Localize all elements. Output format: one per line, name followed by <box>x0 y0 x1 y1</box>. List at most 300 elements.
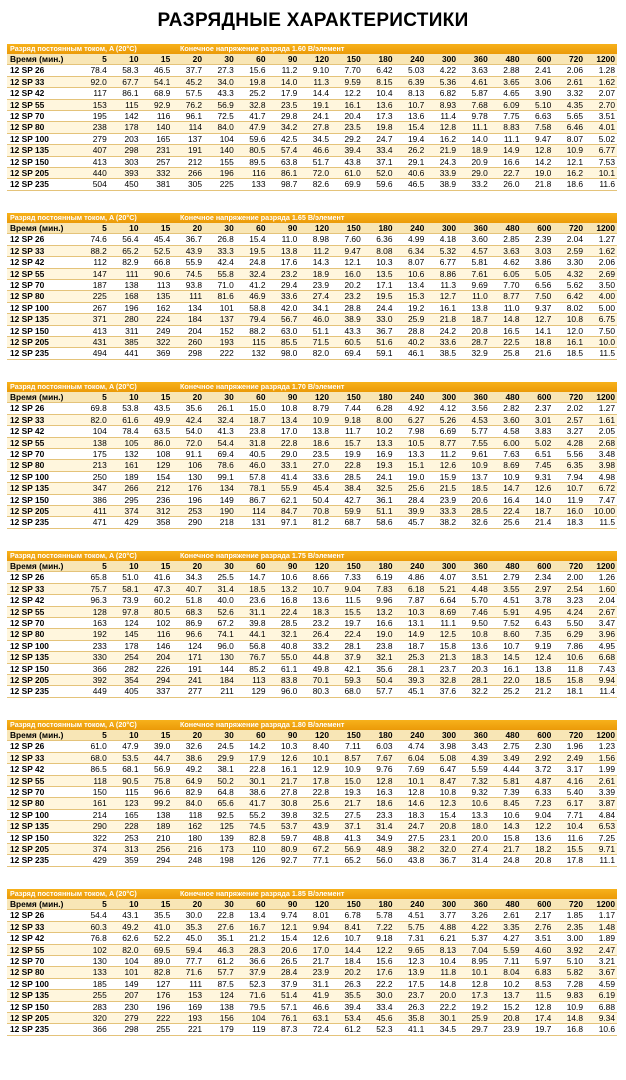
current-value: 22.8 <box>268 437 300 448</box>
current-value: 6.42 <box>363 65 395 76</box>
time-column-header: 240 <box>395 54 427 65</box>
current-value: 6.04 <box>395 752 427 763</box>
current-value: 3.65 <box>490 76 522 87</box>
current-value: 3.00 <box>553 933 585 944</box>
current-value: 18.3 <box>299 606 331 617</box>
model-label: 12 SP 150 <box>7 325 77 336</box>
current-value: 111 <box>172 291 204 302</box>
current-value: 75.8 <box>141 775 173 786</box>
current-value: 43.9 <box>172 245 204 256</box>
model-label: 12 SP 70 <box>7 787 77 798</box>
discharge-block <box>7 44 617 191</box>
current-value: 165 <box>109 809 141 820</box>
current-value: 11.6 <box>585 179 617 190</box>
current-value: 24.1 <box>299 111 331 122</box>
time-column-header: 120 <box>299 223 331 234</box>
current-value: 89.0 <box>141 956 173 967</box>
table-row <box>7 460 617 471</box>
current-value: 45.7 <box>395 517 427 528</box>
current-value: 3.48 <box>585 449 617 460</box>
current-value: 11.2 <box>299 245 331 256</box>
time-column-header: 20 <box>172 392 204 403</box>
current-value: 162 <box>172 821 204 832</box>
current-value: 253 <box>172 506 204 517</box>
current-value: 10.0 <box>585 337 617 348</box>
table-row <box>7 168 617 179</box>
current-value: 4.24 <box>553 606 585 617</box>
time-column-header: 600 <box>522 392 554 403</box>
current-value: 81.6 <box>204 291 236 302</box>
current-value: 11.0 <box>268 234 300 245</box>
current-value: 21.7 <box>268 775 300 786</box>
current-value: 111 <box>109 268 141 279</box>
current-value: 24.5 <box>204 741 236 752</box>
current-value: 8.95 <box>458 956 490 967</box>
current-value: 290 <box>77 821 109 832</box>
current-value: 15.4 <box>426 809 458 820</box>
current-value: 8.60 <box>490 629 522 640</box>
current-value: 3.96 <box>585 629 617 640</box>
table-row <box>7 606 617 617</box>
time-column-header: 1200 <box>585 730 617 741</box>
block-header <box>7 213 617 223</box>
current-value: 222 <box>204 348 236 359</box>
current-value: 12.3 <box>426 798 458 809</box>
current-value: 17.9 <box>268 88 300 99</box>
time-column-header: 60 <box>236 899 268 910</box>
current-value: 224 <box>141 314 173 325</box>
current-value: 4.22 <box>458 921 490 932</box>
current-value: 180 <box>172 832 204 843</box>
current-value: 19.8 <box>236 76 268 87</box>
current-value: 58.3 <box>109 65 141 76</box>
current-value: 40.8 <box>268 640 300 651</box>
current-value: 20.8 <box>426 821 458 832</box>
current-value: 82.9 <box>172 787 204 798</box>
current-value: 61.2 <box>204 956 236 967</box>
model-label: 12 SP 135 <box>7 483 77 494</box>
current-value: 18.7 <box>458 314 490 325</box>
current-value: 57.5 <box>172 88 204 99</box>
current-value: 32.1 <box>363 652 395 663</box>
table-row <box>7 832 617 843</box>
current-value: 119 <box>236 1024 268 1035</box>
current-value: 16.0 <box>553 506 585 517</box>
current-value: 56.4 <box>109 234 141 245</box>
current-value: 16.3 <box>363 787 395 798</box>
header-voltage-label: Конечное напряжение разряда 1.70 В/элемент <box>180 382 345 391</box>
current-value: 102 <box>141 618 173 629</box>
table-row <box>7 494 617 505</box>
current-value: 12.2 <box>522 821 554 832</box>
current-value: 449 <box>77 686 109 697</box>
current-value: 3.35 <box>490 921 522 932</box>
model-label: 12 SP 205 <box>7 675 77 686</box>
current-value: 72.0 <box>299 168 331 179</box>
current-value: 51.0 <box>109 572 141 583</box>
current-value: 3.26 <box>458 910 490 921</box>
current-value: 25.6 <box>395 483 427 494</box>
current-value: 104 <box>236 1013 268 1024</box>
current-value: 25.6 <box>299 798 331 809</box>
current-value: 11.9 <box>553 494 585 505</box>
table-row <box>7 798 617 809</box>
current-value: 322 <box>141 337 173 348</box>
current-value: 4.00 <box>585 291 617 302</box>
current-value: 112 <box>77 257 109 268</box>
current-value: 28.4 <box>268 967 300 978</box>
table-row <box>7 595 617 606</box>
current-value: 72.0 <box>172 437 204 448</box>
current-value: 12.7 <box>522 314 554 325</box>
current-value: 28.8 <box>395 325 427 336</box>
current-value: 43.9 <box>299 821 331 832</box>
current-value: 14.3 <box>490 821 522 832</box>
current-value: 78.4 <box>109 426 141 437</box>
current-value: 11.2 <box>268 65 300 76</box>
current-value: 14.1 <box>522 325 554 336</box>
model-label: 12 SP 205 <box>7 506 77 517</box>
current-value: 45.1 <box>395 686 427 697</box>
current-value: 10.6 <box>268 572 300 583</box>
current-value: 27.4 <box>299 291 331 302</box>
current-value: 25.2 <box>236 88 268 99</box>
current-value: 5.70 <box>458 595 490 606</box>
current-value: 50.2 <box>204 775 236 786</box>
current-value: 10.7 <box>331 933 363 944</box>
current-value: 46.6 <box>299 1001 331 1012</box>
current-value: 233 <box>77 640 109 651</box>
model-label: 12 SP 135 <box>7 314 77 325</box>
current-value: 4.92 <box>395 403 427 414</box>
current-value: 2.00 <box>553 572 585 583</box>
current-value: 26.0 <box>490 179 522 190</box>
current-value: 43.5 <box>141 403 173 414</box>
current-value: 371 <box>77 314 109 325</box>
current-value: 74.5 <box>172 268 204 279</box>
current-value: 130 <box>172 471 204 482</box>
current-value: 25.2 <box>490 686 522 697</box>
current-value: 212 <box>141 483 173 494</box>
table-row <box>7 471 617 482</box>
current-value: 82.8 <box>236 832 268 843</box>
current-value: 114 <box>236 506 268 517</box>
time-column-header: 30 <box>204 730 236 741</box>
current-value: 19.7 <box>522 1024 554 1035</box>
table-row <box>7 910 617 921</box>
current-value: 5.75 <box>395 921 427 932</box>
current-value: 124 <box>172 640 204 651</box>
current-value: 14.6 <box>395 798 427 809</box>
current-value: 2.17 <box>522 910 554 921</box>
current-value: 20.6 <box>458 494 490 505</box>
time-column-header: 10 <box>109 899 141 910</box>
current-value: 10.3 <box>363 257 395 268</box>
current-value: 280 <box>109 314 141 325</box>
current-value: 207 <box>109 990 141 1001</box>
current-value: 137 <box>204 314 236 325</box>
current-value: 51.1 <box>363 506 395 517</box>
current-value: 8.79 <box>299 403 331 414</box>
current-value: 32.6 <box>172 741 204 752</box>
current-value: 47.9 <box>236 122 268 133</box>
current-value: 1.85 <box>553 910 585 921</box>
current-value: 76.8 <box>77 933 109 944</box>
table-row <box>7 280 617 291</box>
current-value: 138 <box>109 280 141 291</box>
current-value: 4.62 <box>490 257 522 268</box>
current-value: 19.2 <box>458 1001 490 1012</box>
model-label: 12 SP 150 <box>7 663 77 674</box>
model-label: 12 SP 80 <box>7 967 77 978</box>
current-value: 298 <box>109 145 141 156</box>
discharge-block <box>7 551 617 698</box>
model-label: 12 SP 26 <box>7 741 77 752</box>
time-column-header: 15 <box>141 54 173 65</box>
current-value: 19.1 <box>299 99 331 110</box>
current-value: 39.4 <box>331 1001 363 1012</box>
current-value: 2.04 <box>585 595 617 606</box>
time-column-header: 360 <box>458 54 490 65</box>
current-value: 55.8 <box>204 268 236 279</box>
time-column-header: 240 <box>395 223 427 234</box>
current-value: 10.9 <box>458 460 490 471</box>
time-column-header: 180 <box>363 54 395 65</box>
current-value: 30.1 <box>426 1013 458 1024</box>
current-value: 84.0 <box>172 798 204 809</box>
current-value: 137 <box>172 133 204 144</box>
current-value: 9.04 <box>331 583 363 594</box>
current-value: 5.65 <box>553 111 585 122</box>
current-value: 313 <box>109 844 141 855</box>
current-value: 16.2 <box>426 133 458 144</box>
current-value: 7.43 <box>585 663 617 674</box>
current-value: 2.02 <box>553 403 585 414</box>
time-header-row <box>7 54 617 65</box>
current-value: 80.3 <box>299 686 331 697</box>
current-value: 28.7 <box>458 337 490 348</box>
current-value: 68.0 <box>77 752 109 763</box>
time-column-header: 360 <box>458 899 490 910</box>
current-value: 27.5 <box>331 809 363 820</box>
current-value: 9.78 <box>458 111 490 122</box>
current-value: 133 <box>236 179 268 190</box>
header-voltage-label: Конечное напряжение разряда 1.60 В/элемент <box>180 44 345 53</box>
current-value: 225 <box>77 291 109 302</box>
current-value: 11.3 <box>426 280 458 291</box>
time-column-header: 720 <box>553 223 585 234</box>
current-value: 216 <box>172 844 204 855</box>
current-value: 86.1 <box>109 88 141 99</box>
current-value: 15.7 <box>331 437 363 448</box>
current-value: 2.57 <box>553 414 585 425</box>
current-value: 125 <box>204 821 236 832</box>
current-value: 2.41 <box>522 65 554 76</box>
current-value: 9.74 <box>268 910 300 921</box>
model-label: 12 SP 33 <box>7 752 77 763</box>
current-value: 67.2 <box>204 618 236 629</box>
current-value: 32.6 <box>458 517 490 528</box>
current-value: 4.60 <box>522 944 554 955</box>
current-value: 21.9 <box>426 145 458 156</box>
current-value: 471 <box>77 517 109 528</box>
discharge-table <box>7 899 617 1036</box>
current-value: 18.5 <box>553 348 585 359</box>
current-value: 5.05 <box>522 268 554 279</box>
current-value: 33.6 <box>268 291 300 302</box>
table-row <box>7 257 617 268</box>
time-column-header: 720 <box>553 392 585 403</box>
current-value: 74.1 <box>204 629 236 640</box>
current-value: 46.0 <box>236 460 268 471</box>
current-value: 131 <box>236 517 268 528</box>
current-value: 22.8 <box>204 910 236 921</box>
current-value: 441 <box>109 348 141 359</box>
current-value: 28.1 <box>458 675 490 686</box>
current-value: 71.6 <box>236 990 268 1001</box>
current-value: 6.68 <box>585 652 617 663</box>
time-column-header: 15 <box>141 730 173 741</box>
current-value: 6.83 <box>522 967 554 978</box>
current-value: 5.03 <box>395 65 427 76</box>
current-value: 36.1 <box>363 494 395 505</box>
current-value: 13.4 <box>236 910 268 921</box>
current-value: 5.10 <box>522 99 554 110</box>
model-label: 12 SP 80 <box>7 291 77 302</box>
current-value: 30.8 <box>268 798 300 809</box>
time-column-header: 5 <box>77 561 109 572</box>
current-value: 12.2 <box>363 944 395 955</box>
current-value: 4.01 <box>585 122 617 133</box>
block-header <box>7 44 617 54</box>
current-value: 21.2 <box>522 686 554 697</box>
current-value: 218 <box>204 517 236 528</box>
current-value: 179 <box>204 1024 236 1035</box>
current-value: 231 <box>141 145 173 156</box>
current-value: 65.2 <box>331 855 363 866</box>
current-value: 16.8 <box>553 1024 585 1035</box>
current-value: 19.0 <box>522 168 554 179</box>
current-value: 33.2 <box>299 640 331 651</box>
current-value: 8.13 <box>395 88 427 99</box>
current-value: 7.67 <box>363 752 395 763</box>
current-value: 320 <box>77 1013 109 1024</box>
current-value: 18.9 <box>458 145 490 156</box>
time-column-header: 5 <box>77 392 109 403</box>
current-value: 5.91 <box>490 606 522 617</box>
current-value: 20.0 <box>426 990 458 1001</box>
time-column-header: 10 <box>109 730 141 741</box>
current-value: 52.5 <box>141 245 173 256</box>
current-value: 19.4 <box>395 133 427 144</box>
model-label: 12 SP 235 <box>7 686 77 697</box>
current-value: 2.61 <box>553 76 585 87</box>
current-value: 43.3 <box>204 88 236 99</box>
current-value: 46.3 <box>204 944 236 955</box>
current-value: 204 <box>141 652 173 663</box>
current-value: 7.60 <box>331 234 363 245</box>
current-value: 5.10 <box>553 956 585 967</box>
current-value: 161 <box>77 798 109 809</box>
current-value: 72.4 <box>299 1024 331 1035</box>
time-column-header: 480 <box>490 392 522 403</box>
current-value: 33.4 <box>363 1001 395 1012</box>
current-value: 18.7 <box>236 414 268 425</box>
current-value: 76.7 <box>236 652 268 663</box>
current-value: 204 <box>172 325 204 336</box>
current-value: 191 <box>172 145 204 156</box>
current-value: 25.3 <box>395 652 427 663</box>
current-value: 15.0 <box>331 775 363 786</box>
current-value: 39.0 <box>141 741 173 752</box>
time-column-header: 300 <box>426 223 458 234</box>
current-value: 93.8 <box>172 280 204 291</box>
current-value: 13.2 <box>363 606 395 617</box>
current-value: 32.9 <box>458 348 490 359</box>
current-value: 6.51 <box>522 449 554 460</box>
current-value: 3.55 <box>490 583 522 594</box>
time-column-header: 1200 <box>585 561 617 572</box>
current-value: 29.1 <box>395 156 427 167</box>
current-value: 33.2 <box>458 179 490 190</box>
current-value: 332 <box>141 168 173 179</box>
discharge-table <box>7 392 617 529</box>
current-value: 7.23 <box>522 798 554 809</box>
current-value: 78.6 <box>204 460 236 471</box>
current-value: 1.99 <box>585 764 617 775</box>
current-value: 116 <box>141 111 173 122</box>
current-value: 3.43 <box>458 741 490 752</box>
current-value: 32.8 <box>426 675 458 686</box>
current-value: 17.5 <box>395 978 427 989</box>
current-value: 101 <box>204 302 236 313</box>
current-value: 6.05 <box>490 268 522 279</box>
table-row <box>7 1001 617 1012</box>
model-label: 12 SP 100 <box>7 809 77 820</box>
current-value: 38.5 <box>426 348 458 359</box>
current-value: 26.3 <box>331 978 363 989</box>
current-value: 3.83 <box>522 426 554 437</box>
current-value: 11.0 <box>458 291 490 302</box>
current-value: 1.60 <box>585 583 617 594</box>
current-value: 4.65 <box>490 88 522 99</box>
table-row <box>7 291 617 302</box>
current-value: 85.5 <box>268 337 300 348</box>
table-row <box>7 752 617 763</box>
discharge-block <box>7 720 617 867</box>
current-value: 49.2 <box>109 921 141 932</box>
current-value: 3.63 <box>458 65 490 76</box>
current-value: 57.7 <box>204 967 236 978</box>
current-value: 10.2 <box>363 426 395 437</box>
current-value: 11.6 <box>553 832 585 843</box>
current-value: 23.1 <box>426 832 458 843</box>
current-value: 114 <box>172 122 204 133</box>
current-value: 35.6 <box>172 403 204 414</box>
model-label: 12 SP 33 <box>7 245 77 256</box>
model-label: 12 SP 70 <box>7 618 77 629</box>
current-value: 4.95 <box>522 606 554 617</box>
current-value: 2.04 <box>553 234 585 245</box>
current-value: 36.6 <box>236 956 268 967</box>
model-label: 12 SP 42 <box>7 257 77 268</box>
current-value: 21.3 <box>426 652 458 663</box>
current-value: 41.7 <box>236 111 268 122</box>
block-header <box>7 889 617 899</box>
current-value: 13.7 <box>458 471 490 482</box>
current-value: 19.8 <box>363 122 395 133</box>
current-value: 7.11 <box>490 956 522 967</box>
